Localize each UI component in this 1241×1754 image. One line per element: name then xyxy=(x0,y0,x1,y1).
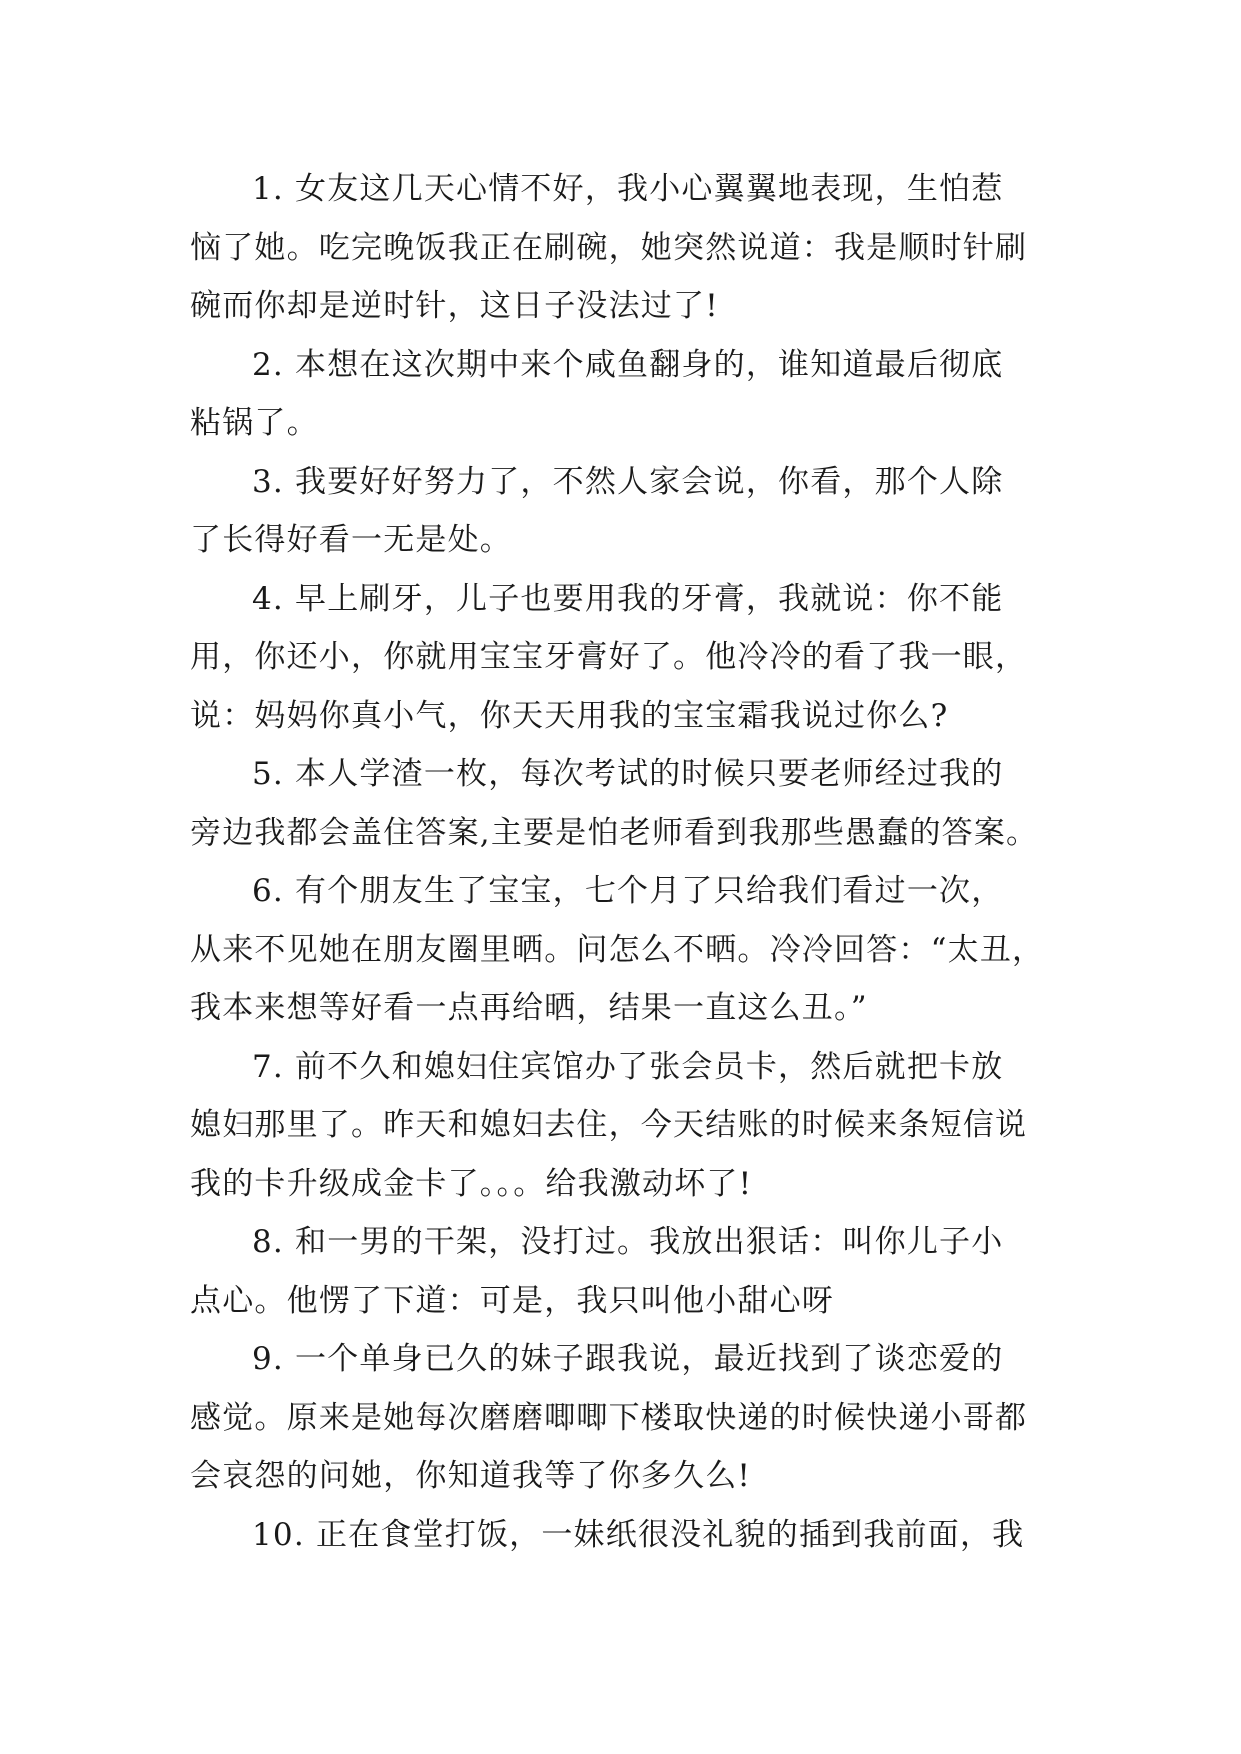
text-line: 感觉。原来是她每次磨磨唧唧下楼取快递的时候快递小哥都 xyxy=(190,1399,1028,1436)
text-line: 7. 前不久和媳妇住宾馆办了张会员卡，然后就把卡放 xyxy=(252,1048,1004,1085)
text-line: 9. 一个单身已久的妹子跟我说，最近找到了谈恋爱的 xyxy=(252,1341,1004,1377)
text-line: 会哀怨的问她，你知道我等了你多久么! xyxy=(190,1458,752,1494)
text-line: 恼了她。吃完晚饭我正在刷碗，她突然说道：我是顺时针刷 xyxy=(190,229,1028,266)
text-line: 碗而你却是逆时针，这日子没法过了! xyxy=(190,288,719,324)
text-line: 10. 正在食堂打饭，一妹纸很没礼貌的插到我前面，我 xyxy=(252,1516,1025,1553)
text-line: 我的卡升级成金卡了。。。给我激动坏了! xyxy=(190,1165,753,1202)
text-line: 3. 我要好好努力了，不然人家会说，你看，那个人除 xyxy=(252,463,1004,500)
text-line: 1. 女友这几天心情不好，我小心翼翼地表现，生怕惹 xyxy=(252,171,1004,207)
text-line: 旁边我都会盖住答案,主要是怕老师看到我那些愚蠢的答案。 xyxy=(190,814,1039,851)
text-line: 2. 本想在这次期中来个咸鱼翻身的，谁知道最后彻底 xyxy=(252,346,1004,383)
text-line: 8. 和一男的干架，没打过。我放出狠话：叫你儿子小 xyxy=(252,1224,1004,1260)
text-line: 5. 本人学渣一枚，每次考试的时候只要老师经过我的 xyxy=(252,756,1004,792)
text-line: 说：妈妈你真小气，你天天用我的宝宝霜我说过你么? xyxy=(190,697,949,734)
text-line: 4. 早上刷牙，儿子也要用我的牙膏，我就说：你不能 xyxy=(252,580,1004,617)
text-line: 6. 有个朋友生了宝宝，七个月了只给我们看过一次， xyxy=(252,873,1004,909)
document-body xyxy=(190,160,1050,1564)
text-line: 用，你还小，你就用宝宝牙膏好了。他冷冷的看了我一眼， xyxy=(190,639,1028,675)
text-line: 点心。他愣了下道：可是，我只叫他小甜心呀 xyxy=(190,1282,834,1319)
text-line: 我本来想等好看一点再给晒，结果一直这么丑。” xyxy=(190,990,868,1026)
text-line: 粘锅了。 xyxy=(190,405,319,441)
text-line: 从来不见她在朋友圈里晒。问怎么不晒。冷冷回答：“太丑， xyxy=(190,931,1045,968)
text-line: 媳妇那里了。昨天和媳妇去住，今天结账的时候来条短信说 xyxy=(190,1107,1028,1143)
text-line: 了长得好看一无是处。 xyxy=(190,522,512,558)
